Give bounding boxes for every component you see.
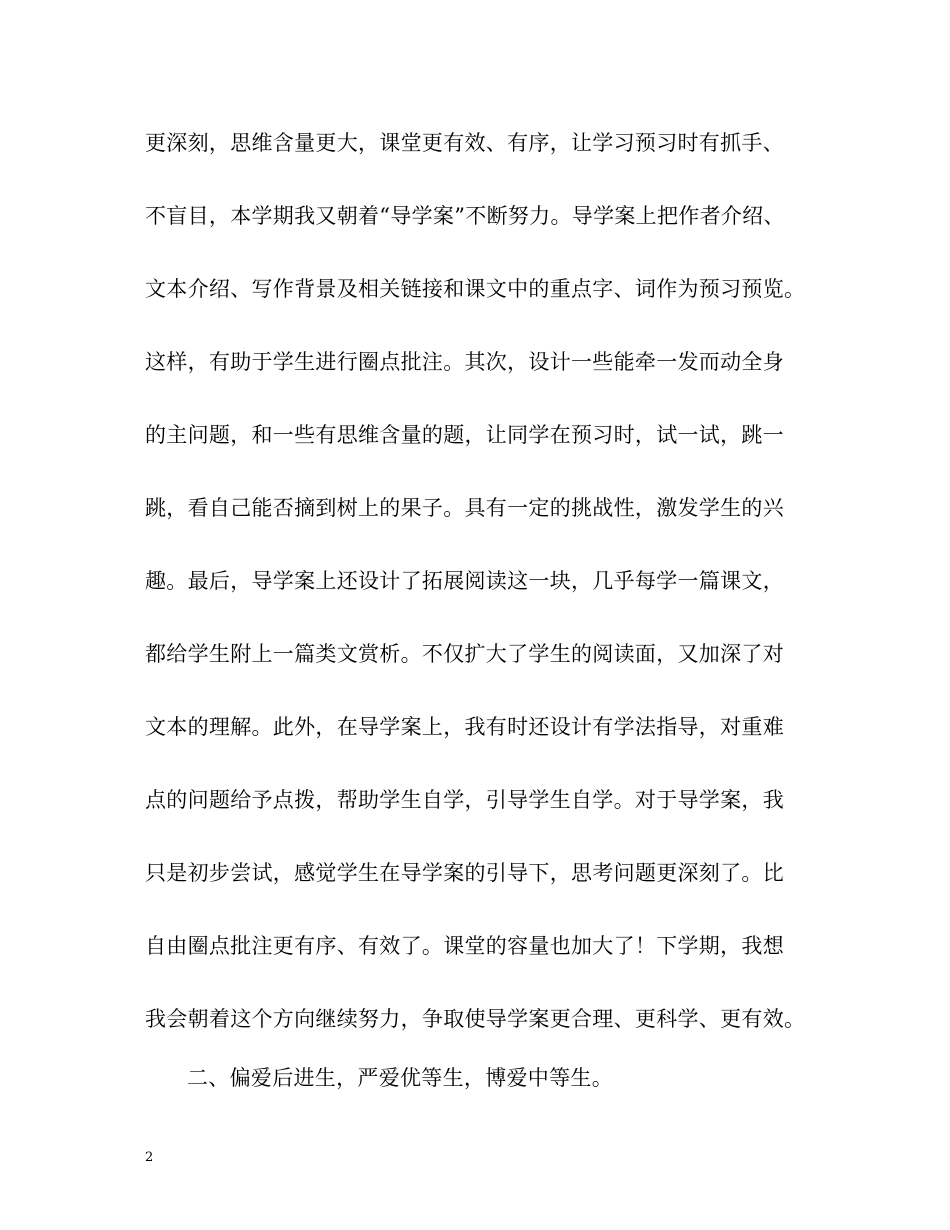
body-line-10: 点的问题给予点拨，帮助学生自学，引导学生自学。对于导学案，我 bbox=[145, 788, 784, 812]
page-number: 2 bbox=[145, 1150, 154, 1165]
body-line-4: 这样，有助于学生进行圈点批注。其次，设计一些能牵一发而动全身 bbox=[145, 350, 784, 374]
section-heading: 二、偏爱后进生，严爱优等生，博爱中等生。 bbox=[187, 1066, 613, 1090]
body-line-11: 只是初步尝试，感觉学生在导学案的引导下，思考问题更深刻了。比 bbox=[145, 861, 784, 885]
body-line-2: 不盲目，本学期我又朝着“导学案”不断努力。导学案上把作者介绍、 bbox=[145, 204, 785, 228]
body-line-6: 跳，看自己能否摘到树上的果子。具有一定的挑战性，激发学生的兴 bbox=[145, 496, 784, 520]
body-line-9: 文本的理解。此外，在导学案上，我有时还设计有学法指导，对重难 bbox=[145, 715, 784, 739]
body-line-3: 文本介绍、写作背景及相关链接和课文中的重点字、词作为预习预览。 bbox=[145, 277, 806, 301]
body-line-13: 我会朝着这个方向继续努力，争取使导学案更合理、更科学、更有效。 bbox=[145, 1007, 806, 1031]
body-line-1: 更深刻，思维含量更大，课堂更有效、有序，让学习预习时有抓手、 bbox=[145, 131, 784, 155]
body-line-8: 都给学生附上一篇类文赏析。不仅扩大了学生的阅读面，又加深了对 bbox=[145, 642, 784, 666]
body-line-12: 自由圈点批注更有序、有效了。课堂的容量也加大了！下学期，我想 bbox=[145, 934, 784, 958]
body-line-5: 的主问题，和一些有思维含量的题，让同学在预习时，试一试，跳一 bbox=[145, 423, 784, 447]
body-line-7: 趣。最后，导学案上还设计了拓展阅读这一块，几乎每学一篇课文， bbox=[145, 569, 784, 593]
